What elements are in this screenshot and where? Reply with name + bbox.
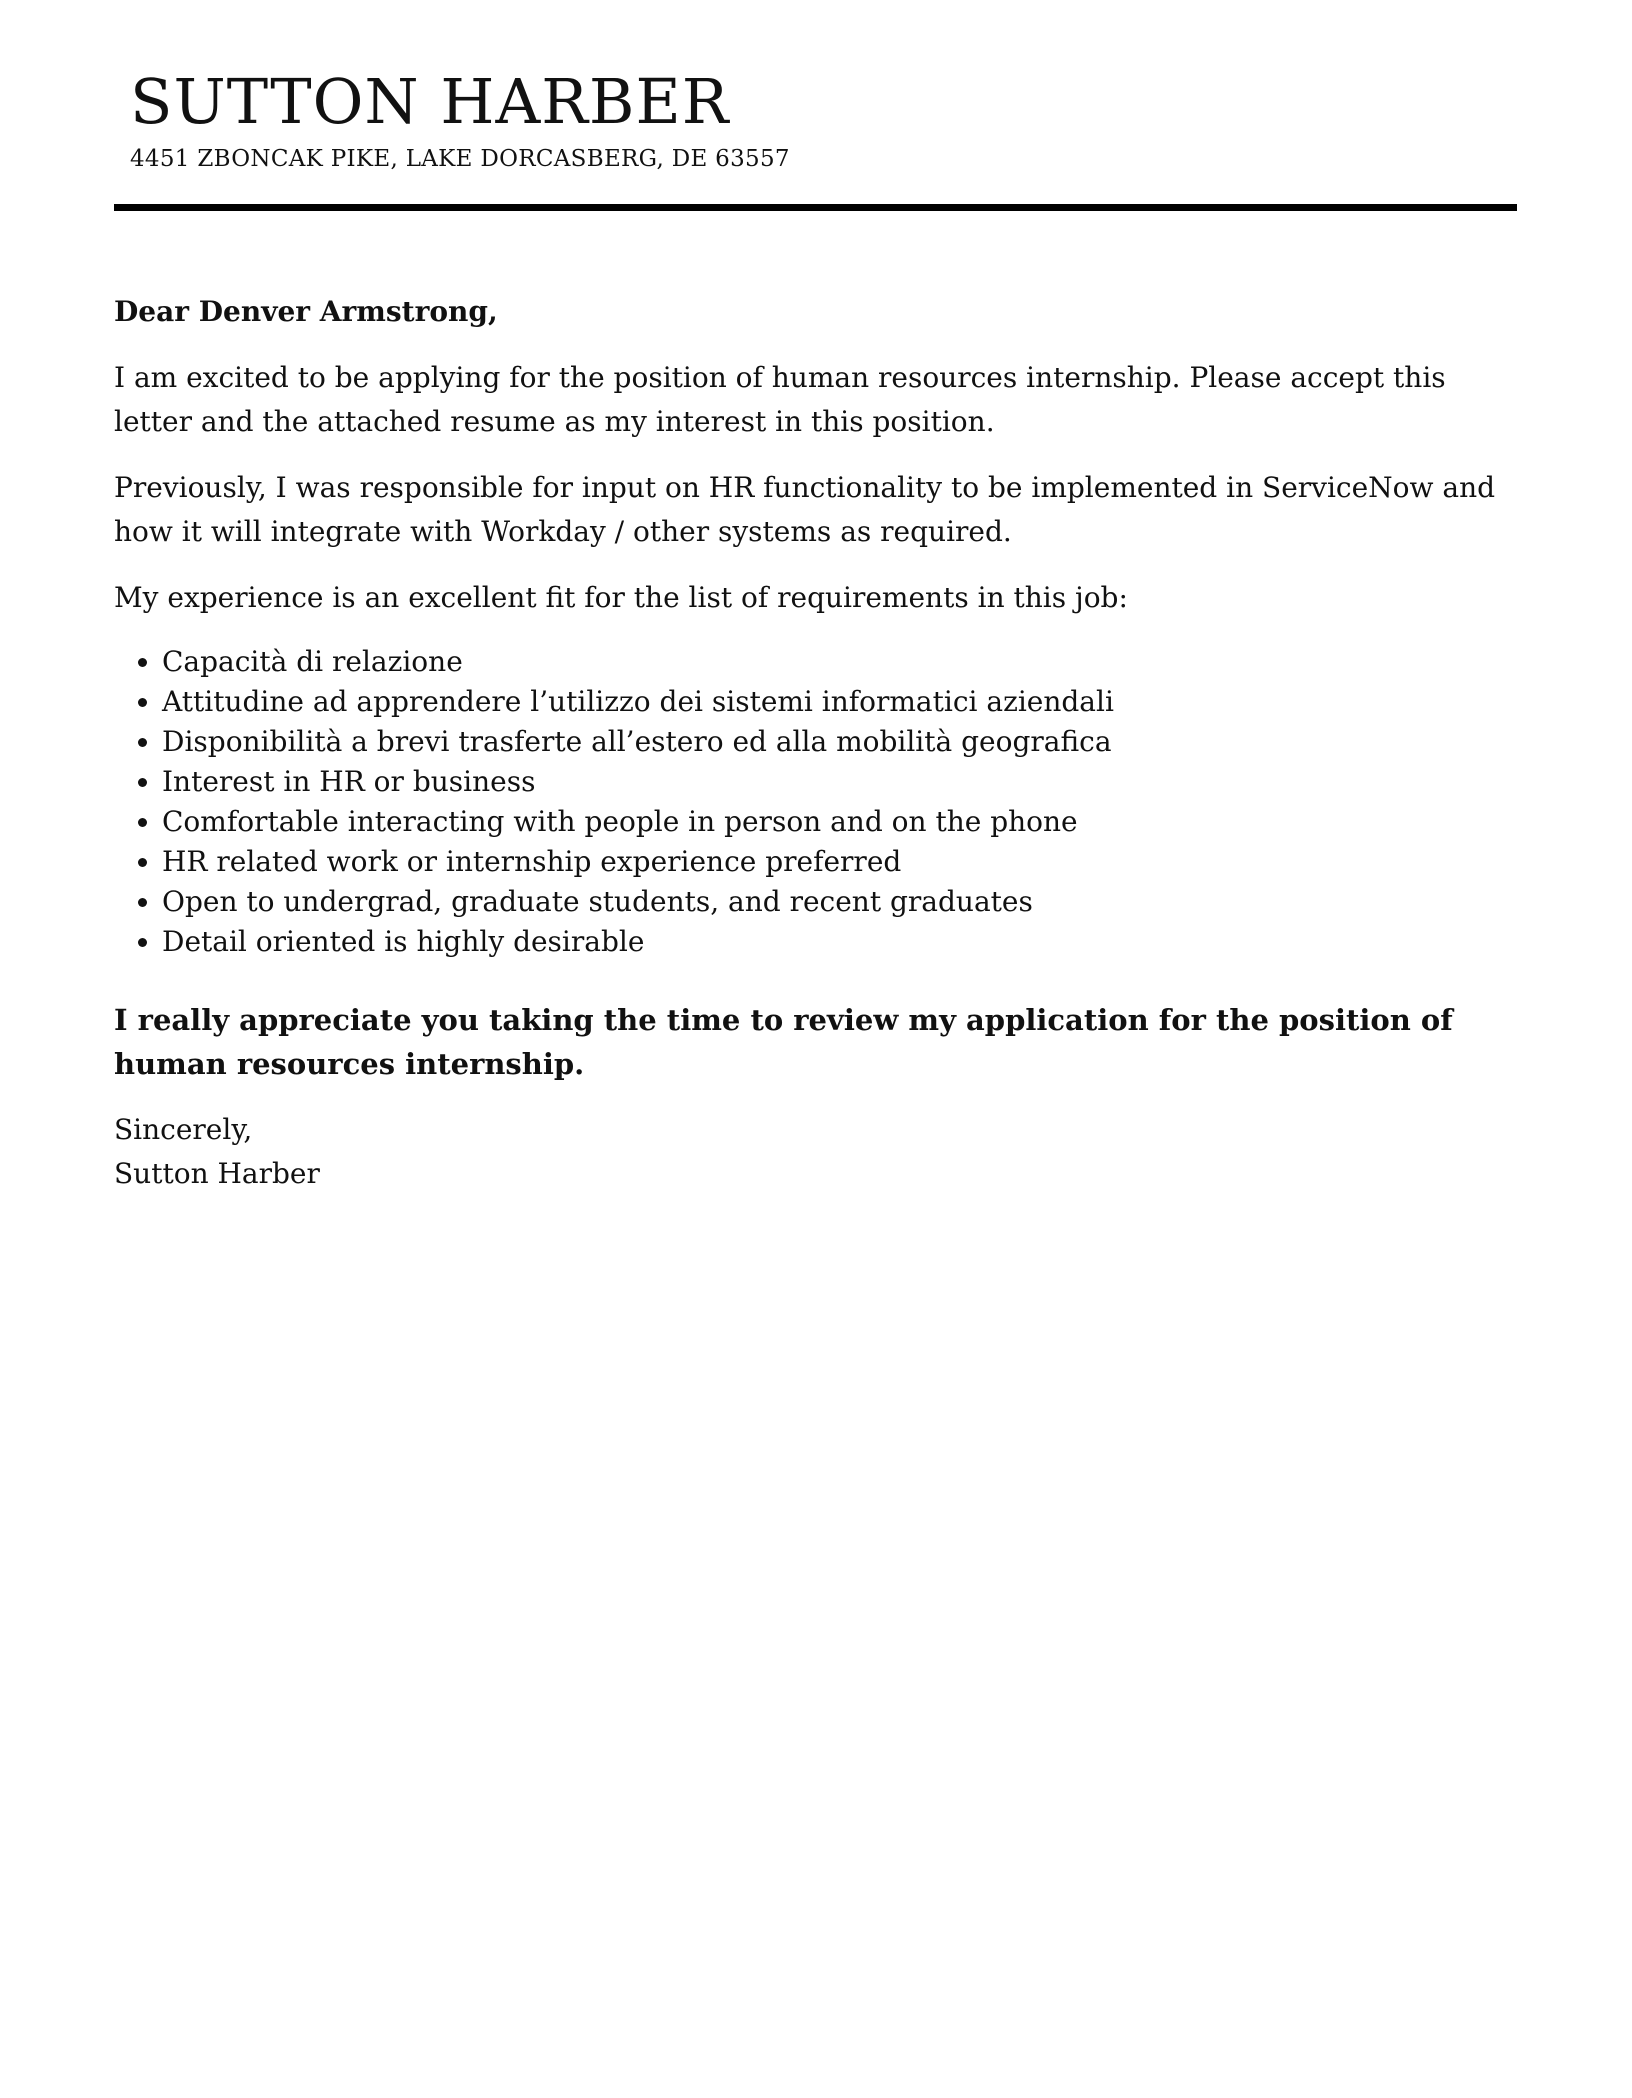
requirements-intro: My experience is an excellent fit for the list of requirements in this job: (114, 581, 1128, 614)
list-item: • Comfortable interacting with people in person and on the phone (162, 802, 1517, 842)
list-item: • Attitudine ad apprendere l’utilizzo dei sistemi informatici aziendali (162, 682, 1517, 722)
experience-paragraph: Previously, I was responsible for input on HR functionality to be implemented in ServiceNow and how it will integrate with Workday / other systems as required. (114, 471, 1496, 548)
list-item: • Detail oriented is highly desirable (162, 922, 1517, 962)
signoff: Sincerely, (114, 1113, 253, 1146)
salutation: Dear Denver Armstrong, (114, 295, 498, 328)
list-item: • Open to undergrad, graduate students, and recent graduates (162, 882, 1517, 922)
applicant-address: 4451 ZBONCAK PIKE, LAKE DORCASBERG, DE 63557 (130, 146, 790, 172)
requirements-list (114, 642, 1517, 962)
list-item: • HR related work or internship experience preferred (162, 842, 1517, 882)
letter-header (130, 64, 1510, 176)
signer-name: Sutton Harber (114, 1157, 320, 1190)
letter-body (114, 290, 1517, 1196)
closing-statement: I really appreciate you taking the time to review my application for the position of human resources internship. (114, 1003, 1453, 1081)
intro-paragraph: I am excited to be applying for the position of human resources internship. Please accept this letter and the attached resume as my interest in this position. (114, 361, 1446, 438)
list-item: • Disponibilità a brevi trasferte all’estero ed alla mobilità geografica (162, 722, 1517, 762)
header-divider (114, 204, 1517, 211)
list-item: • Capacità di relazione (162, 642, 1517, 682)
signature-block (114, 1108, 1517, 1196)
applicant-name: SUTTON HARBER (130, 65, 730, 138)
list-item: • Interest in HR or business (162, 762, 1517, 802)
